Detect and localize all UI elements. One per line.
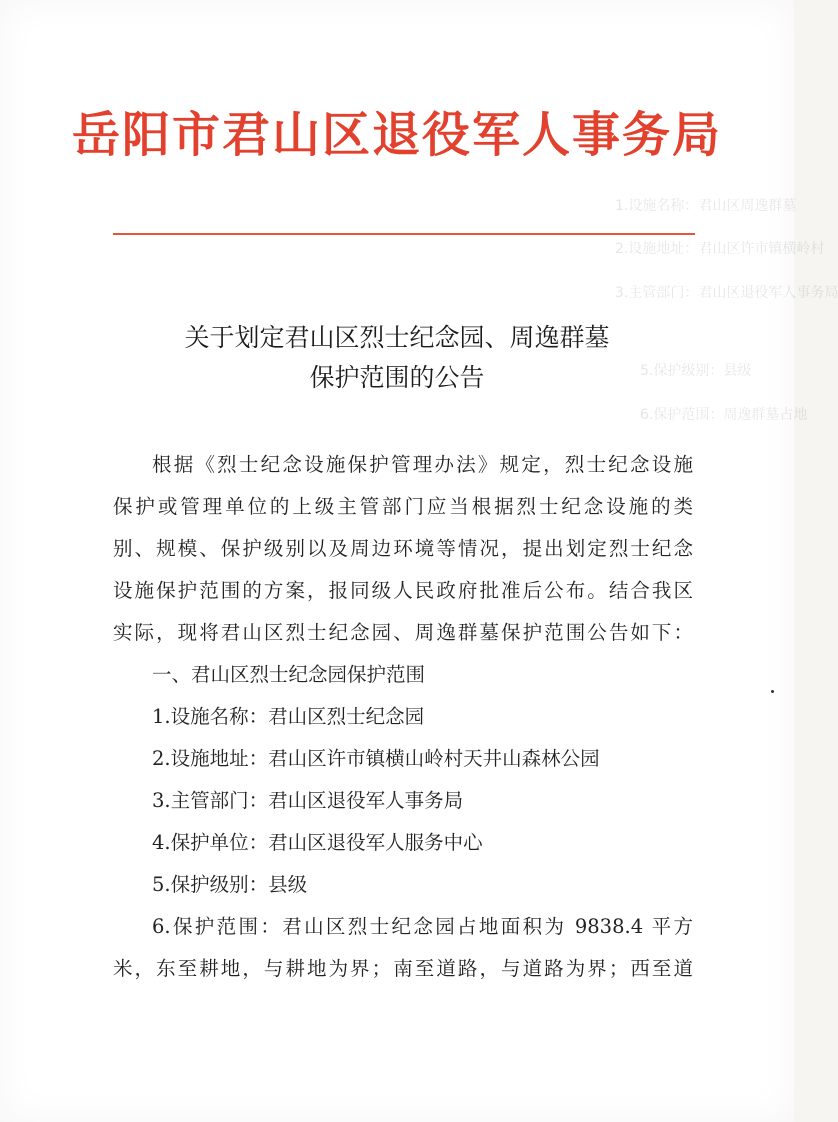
intro-line-4: 设施保护范围的方案，报同级人民政府批准后公布。结合我区 [113, 579, 693, 602]
intro-line-3: 别、规模、保护级别以及周边环境等情况，提出划定烈士纪念 [113, 537, 693, 560]
intro-line-1: 根据《烈士纪念设施保护管理办法》规定，烈士纪念设施 [152, 453, 693, 476]
document-title-line-2: 保护范围的公告 [309, 363, 485, 392]
paper-speck [771, 690, 774, 693]
intro-line-2: 保护或管理单位的上级主管部门应当根据烈士纪念设施的类 [113, 495, 693, 518]
show-through-text: 5.保护级别：县级 [640, 363, 752, 379]
letterhead-divider [113, 233, 695, 235]
document-title-line-1: 关于划定君山区烈士纪念园、周逸群墓 [184, 323, 610, 352]
section-heading: 一、君山区烈士纪念园保护范围 [152, 663, 426, 686]
show-through-text: 1.设施名称：君山区周逸群墓 [615, 198, 797, 214]
list-item: 2.设施地址：君山区许市镇横山岭村天井山森林公园 [152, 747, 600, 770]
letterhead-title: 岳阳市君山区退役军人事务局 [71, 107, 722, 163]
list-item: 6.保护范围：君山区烈士纪念园占地面积为 9838.4 平方 [152, 915, 693, 938]
list-item: 1.设施名称：君山区烈士纪念园 [152, 705, 425, 728]
show-through-text: 2.设施地址：君山区许市镇横岭村 [615, 241, 825, 257]
show-through-text: 3.主管部门：君山区退役军人事务局 [615, 285, 838, 301]
list-item: 4.保护单位：君山区退役军人服务中心 [152, 831, 483, 854]
show-through-text: 6.保护范围：周逸群墓占地 [640, 407, 808, 423]
list-item: 5.保护级别：县级 [152, 873, 308, 896]
list-item-continuation: 米，东至耕地，与耕地为界；南至道路，与道路为界；西至道 [113, 957, 693, 980]
intro-line-5: 实际，现将君山区烈士纪念园、周逸群墓保护范围公告如下： [113, 621, 693, 644]
list-item: 3.主管部门：君山区退役军人事务局 [152, 789, 464, 812]
